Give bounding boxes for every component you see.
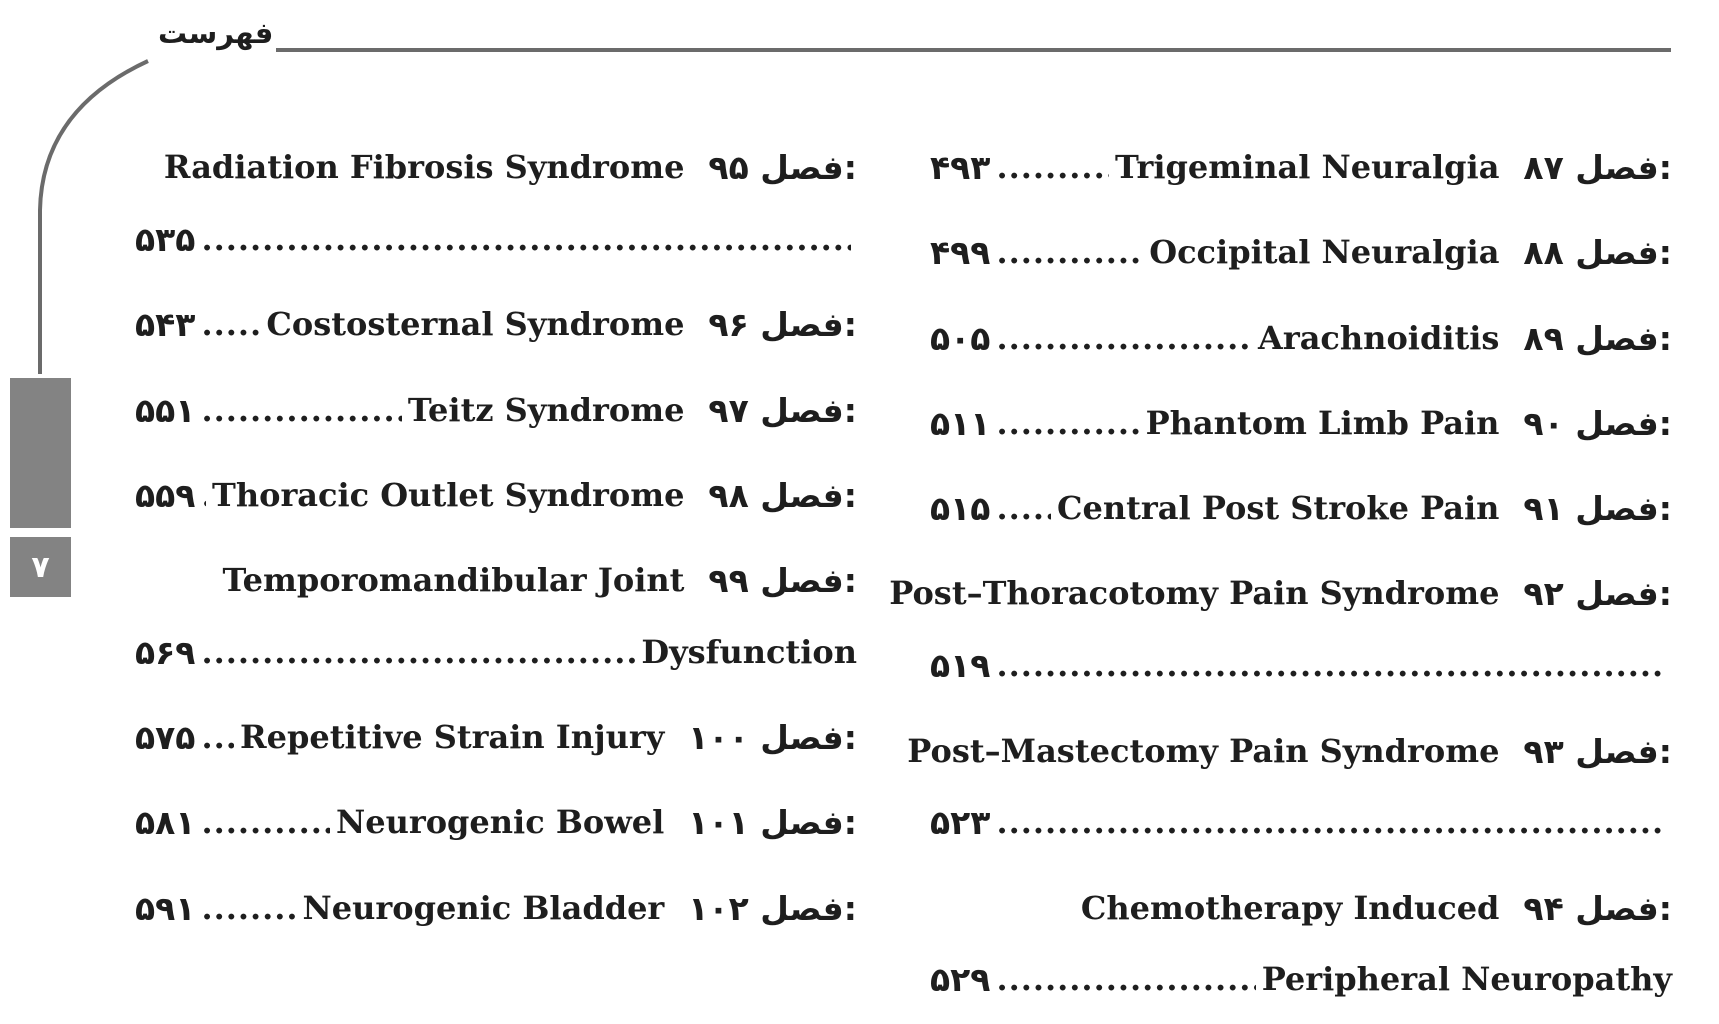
dot-leader xyxy=(201,391,401,429)
toc-entry-continuation[interactable] xyxy=(930,638,1672,692)
entry-page: ۵۹۱ xyxy=(135,888,196,928)
dot-leader xyxy=(996,319,1252,357)
toc-entry[interactable] xyxy=(907,724,1672,778)
entry-title: Costosternal Syndrome xyxy=(266,305,685,343)
toc-entry[interactable] xyxy=(930,225,1672,279)
toc-entry-continuation[interactable] xyxy=(135,625,857,679)
entry-page: ۵۵۹ xyxy=(135,475,196,515)
entry-chapter: فصل ۹۰: xyxy=(1523,403,1672,443)
entry-title: Neurogenic Bowel xyxy=(335,803,665,841)
entry-page: ۵۱۱ xyxy=(930,403,991,443)
dot-leader xyxy=(201,633,635,671)
entry-title: Repetitive Strain Injury xyxy=(240,718,665,756)
toc-entry[interactable] xyxy=(930,481,1672,535)
entry-chapter: فصل ۹۲: xyxy=(1523,573,1672,613)
dot-leader xyxy=(201,476,206,514)
entry-page: ۵۷۵ xyxy=(135,717,196,757)
toc-entry[interactable] xyxy=(135,795,857,849)
entry-title: Post–Mastectomy Pain Syndrome xyxy=(907,732,1500,770)
entry-page: ۵۰۵ xyxy=(930,318,991,358)
toc-entry-continuation[interactable] xyxy=(930,952,1672,1006)
entry-page: ۴۹۹ xyxy=(930,232,991,272)
toc-entry-continuation[interactable] xyxy=(930,795,1672,849)
entry-page: ۵۲۳ xyxy=(930,802,991,842)
dot-leader xyxy=(996,233,1143,271)
header-rule xyxy=(276,48,1671,52)
dot-leader xyxy=(201,718,234,756)
entry-chapter: فصل ۹۷: xyxy=(708,390,857,430)
entry-page: ۵۳۵ xyxy=(135,219,196,259)
entry-chapter: فصل ۹۳: xyxy=(1523,731,1672,771)
page-title: فهرست xyxy=(158,16,274,50)
entry-chapter: فصل ۱۰۱: xyxy=(688,802,857,842)
entry-page: ۵۶۹ xyxy=(135,632,196,672)
entry-page: ۵۵۱ xyxy=(135,390,196,430)
dot-leader xyxy=(201,803,330,841)
entry-chapter: فصل ۸۸: xyxy=(1523,232,1672,272)
page-number: ۷ xyxy=(10,537,71,597)
dot-leader xyxy=(996,960,1255,998)
entry-title: Occipital Neuralgia xyxy=(1149,233,1500,271)
entry-page: ۴۹۳ xyxy=(930,147,991,187)
toc-entry[interactable] xyxy=(135,553,857,607)
toc-entry[interactable] xyxy=(135,468,857,522)
side-tab xyxy=(10,378,71,528)
toc-entry[interactable] xyxy=(135,710,857,764)
entry-title: Chemotherapy Induced xyxy=(1080,889,1500,927)
toc-entry[interactable] xyxy=(889,566,1672,620)
entry-chapter: فصل ۱۰۲: xyxy=(688,888,857,928)
entry-page: ۵۱۹ xyxy=(930,645,991,685)
dot-leader xyxy=(996,148,1109,186)
entry-title: Trigeminal Neuralgia xyxy=(1114,148,1500,186)
entry-page: ۵۸۱ xyxy=(135,802,196,842)
toc-entry[interactable] xyxy=(135,297,857,351)
dot-leader xyxy=(996,646,1666,684)
toc-entry-continuation[interactable] xyxy=(135,212,857,266)
toc-entry[interactable] xyxy=(135,140,857,194)
entry-page: ۵۴۳ xyxy=(135,304,196,344)
dot-leader xyxy=(201,889,296,927)
entry-chapter: فصل ۹۶: xyxy=(708,304,857,344)
toc-entry[interactable] xyxy=(135,383,857,437)
entry-chapter: فصل ۹۸: xyxy=(708,475,857,515)
entry-title: Arachnoiditis xyxy=(1258,319,1500,357)
toc-entry[interactable] xyxy=(135,881,857,935)
dot-leader xyxy=(996,489,1051,527)
entry-page: ۵۲۹ xyxy=(930,959,991,999)
entry-chapter: فصل ۸۹: xyxy=(1523,318,1672,358)
entry-chapter: فصل ۹۱: xyxy=(1523,488,1672,528)
entry-chapter: فصل ۸۷: xyxy=(1523,147,1672,187)
entry-chapter: فصل ۱۰۰: xyxy=(688,717,857,757)
entry-title-continued: Peripheral Neuropathy xyxy=(1261,960,1672,998)
dot-leader xyxy=(996,803,1666,841)
entry-page: ۵۱۵ xyxy=(930,488,991,528)
entry-title-continued: Dysfunction xyxy=(641,633,857,671)
toc-entry[interactable] xyxy=(930,396,1672,450)
entry-chapter: فصل ۹۹: xyxy=(708,560,857,600)
entry-title: Post–Thoracotomy Pain Syndrome xyxy=(889,574,1500,612)
toc-entry[interactable] xyxy=(930,881,1672,935)
entry-title: Radiation Fibrosis Syndrome xyxy=(163,148,685,186)
entry-title: Central Post Stroke Pain xyxy=(1057,489,1500,527)
entry-chapter: فصل ۹۴: xyxy=(1523,888,1672,928)
toc-entry[interactable] xyxy=(930,311,1672,365)
entry-title: Phantom Limb Pain xyxy=(1145,404,1500,442)
entry-title: Temporomandibular Joint xyxy=(222,561,685,599)
entry-title: Thoracic Outlet Syndrome xyxy=(212,476,685,514)
entry-title: Teitz Syndrome xyxy=(407,391,685,429)
entry-chapter: فصل ۹۵: xyxy=(708,147,857,187)
dot-leader xyxy=(201,305,260,343)
toc-entry[interactable] xyxy=(930,140,1672,194)
dot-leader xyxy=(201,220,851,258)
entry-title: Neurogenic Bladder xyxy=(302,889,665,927)
dot-leader xyxy=(996,404,1139,442)
